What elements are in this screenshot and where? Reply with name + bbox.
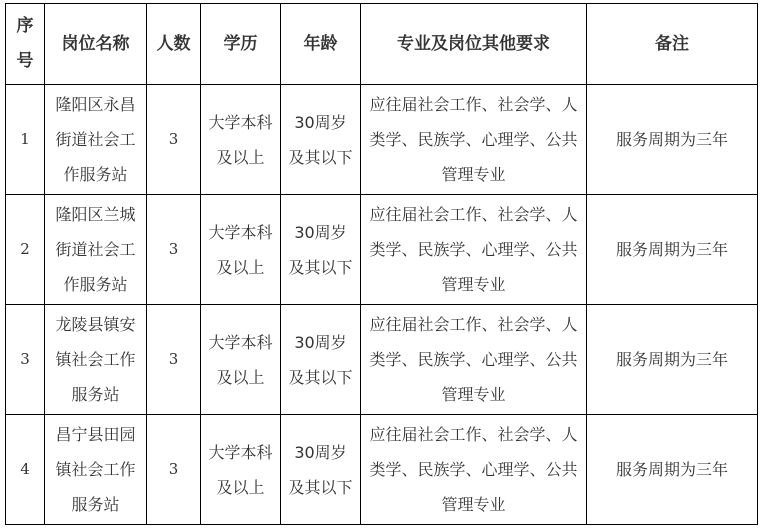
header-seq bbox=[6, 4, 45, 85]
header-education: 学历 bbox=[201, 4, 281, 85]
table-row bbox=[6, 305, 758, 415]
position-text: 昌宁县田园镇社会工作服务站 bbox=[55, 425, 136, 514]
cell-position bbox=[45, 85, 147, 195]
table-header bbox=[6, 4, 758, 85]
header-count: 人数 bbox=[147, 4, 201, 85]
cell-count: 3 bbox=[147, 195, 201, 305]
age-text: 30周岁及其以下 bbox=[288, 112, 353, 167]
cell-position bbox=[45, 305, 147, 415]
header-requirements: 专业及岗位其他要求 bbox=[361, 4, 587, 85]
table-body bbox=[6, 85, 758, 525]
requirements-text: 应往届社会工作、社会学、人类学、民族学、心理学、公共管理专业 bbox=[369, 205, 578, 294]
education-text: 大学本科及以上 bbox=[208, 442, 273, 497]
cell-age bbox=[281, 415, 361, 525]
cell-education bbox=[201, 85, 281, 195]
header-position: 岗位名称 bbox=[45, 4, 147, 85]
table-row bbox=[6, 415, 758, 525]
recruitment-table-container bbox=[5, 3, 758, 525]
cell-age bbox=[281, 305, 361, 415]
table-row bbox=[6, 85, 758, 195]
cell-seq: 2 bbox=[6, 195, 45, 305]
cell-requirements bbox=[361, 305, 587, 415]
requirements-text: 应往届社会工作、社会学、人类学、民族学、心理学、公共管理专业 bbox=[369, 425, 578, 514]
education-text: 大学本科及以上 bbox=[208, 332, 273, 387]
cell-education bbox=[201, 415, 281, 525]
cell-count: 3 bbox=[147, 415, 201, 525]
requirements-text: 应往届社会工作、社会学、人类学、民族学、心理学、公共管理专业 bbox=[369, 315, 578, 404]
header-remarks: 备注 bbox=[587, 4, 758, 85]
position-text: 隆阳区永昌街道社会工作服务站 bbox=[55, 95, 136, 184]
cell-requirements bbox=[361, 415, 587, 525]
cell-education bbox=[201, 195, 281, 305]
education-text: 大学本科及以上 bbox=[208, 112, 273, 167]
cell-remarks: 服务周期为三年 bbox=[587, 305, 758, 415]
header-age: 年龄 bbox=[281, 4, 361, 85]
cell-position bbox=[45, 195, 147, 305]
cell-education bbox=[201, 305, 281, 415]
header-row bbox=[6, 4, 758, 85]
cell-count: 3 bbox=[147, 85, 201, 195]
age-text: 30周岁及其以下 bbox=[288, 442, 353, 497]
cell-seq: 1 bbox=[6, 85, 45, 195]
cell-position bbox=[45, 415, 147, 525]
table-row bbox=[6, 195, 758, 305]
cell-requirements bbox=[361, 85, 587, 195]
requirements-text: 应往届社会工作、社会学、人类学、民族学、心理学、公共管理专业 bbox=[369, 95, 578, 184]
cell-seq: 3 bbox=[6, 305, 45, 415]
cell-remarks: 服务周期为三年 bbox=[587, 195, 758, 305]
position-text: 龙陵县镇安镇社会工作服务站 bbox=[55, 315, 136, 404]
cell-remarks: 服务周期为三年 bbox=[587, 85, 758, 195]
recruitment-table bbox=[5, 3, 758, 525]
age-text: 30周岁及其以下 bbox=[288, 332, 353, 387]
cell-remarks: 服务周期为三年 bbox=[587, 415, 758, 525]
header-seq-label: 序号 bbox=[16, 16, 34, 71]
cell-seq: 4 bbox=[6, 415, 45, 525]
education-text: 大学本科及以上 bbox=[208, 222, 273, 277]
age-text: 30周岁及其以下 bbox=[288, 222, 353, 277]
cell-age bbox=[281, 85, 361, 195]
cell-requirements bbox=[361, 195, 587, 305]
cell-count: 3 bbox=[147, 305, 201, 415]
cell-age bbox=[281, 195, 361, 305]
position-text: 隆阳区兰城街道社会工作服务站 bbox=[55, 205, 136, 294]
